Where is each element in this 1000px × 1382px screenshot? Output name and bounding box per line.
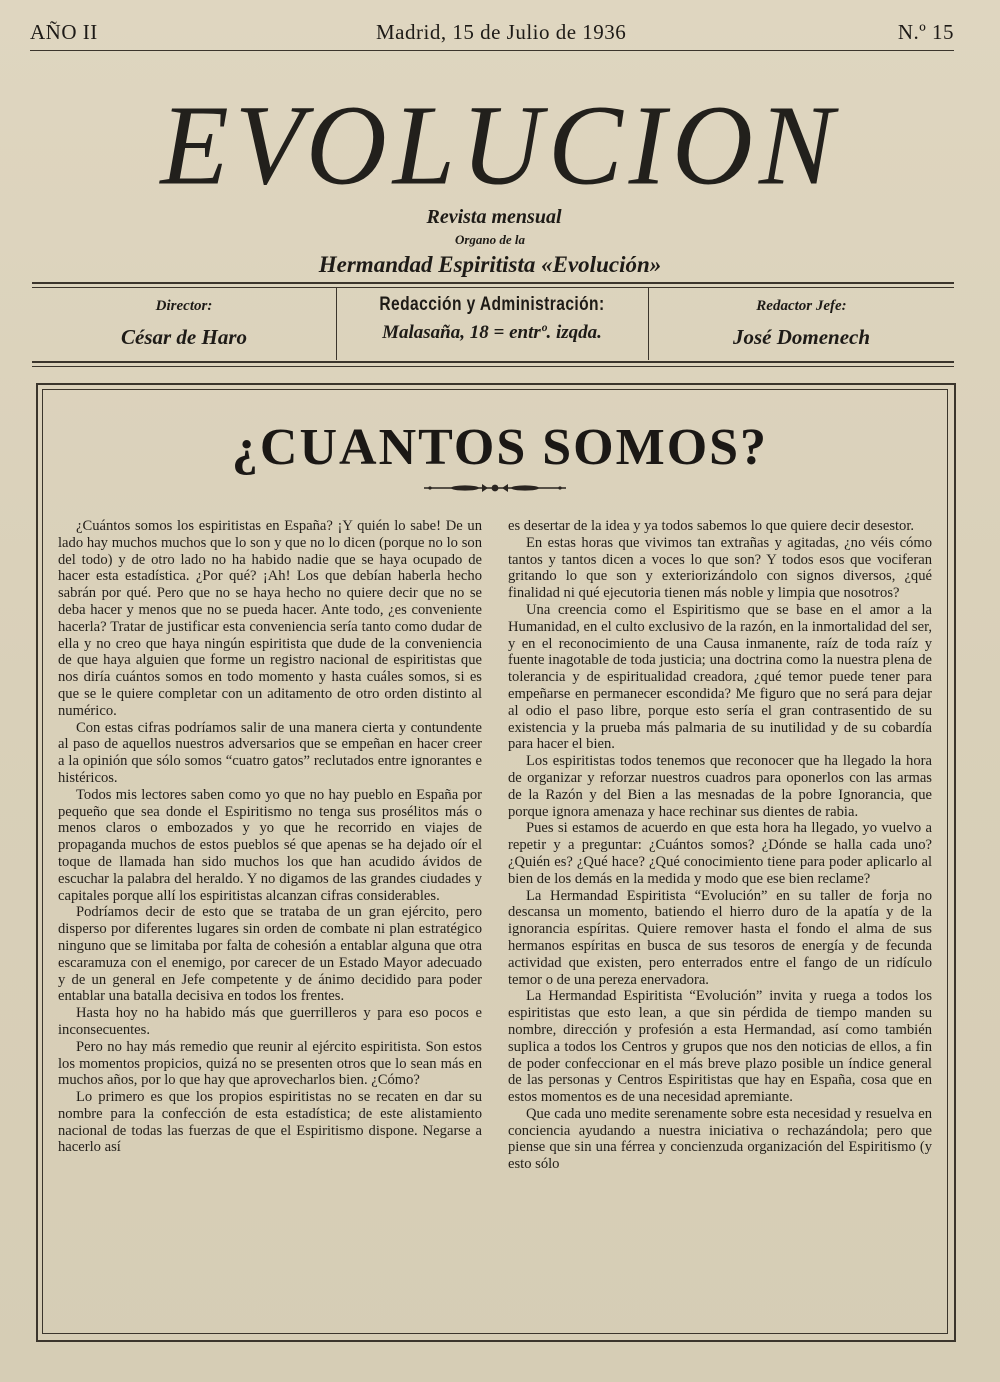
issue-year: AÑO II [30, 20, 98, 44]
paragraph: Todos mis lectores saben como yo que no hay pueblo en España por pequeño que sea donde el Espiritismo no tenga sus prosélitos más o menos claros o embozados y yo que he recorrido en viajes de propaganda muchos de estos pueblos sé que apenas se ha dejado oír el toque de llamada han sido muchos los que han acudido ávidos de escuchar la palabra del heraldo. Y no digamos de las grandes ciudades y capitales porque allí los espiritistas alcanzan cifras considerables. [58, 786, 482, 904]
issue-date: Madrid, 15 de Julio de 1936 [376, 20, 627, 44]
paragraph: Podríamos decir de esto que se trataba de un gran ejército, pero disperso por diferentes lugares sin orden de combate ni plan estratégico ninguno que se limitaba por falta de cohesión a entablar alguna que otra escaramuza con el enemigo, por carecer de un Estado Mayor adecuado y de un general en Jefe competente y de ánimo decidido para poder entablar una batalla decisiva en todos los frentes. [58, 904, 482, 1005]
info-rule-top [32, 282, 954, 284]
article-column-left [58, 518, 482, 1156]
info-rule-bottom2 [32, 366, 954, 367]
paragraph: Con estas cifras podríamos salir de una manera cierta y contundente al paso de aquellos nuestros adversarios que se empeñan en hacer creer a la opinión que sólo somos “cuatro gatos” reclutados entre ignorantes e histéricos. [58, 719, 482, 786]
article-column-right [508, 518, 932, 1173]
redaccion-label: Redacción y Administración: [379, 294, 605, 315]
director-label: Director: [155, 298, 213, 314]
article-headline: ¿CUANTOS SOMOS? [231, 419, 769, 476]
header-rule [30, 50, 954, 51]
info-rule-bottom [32, 361, 954, 363]
paragraph: Lo primero es que los propios espiritistas no se recaten en dar su nombre para la confección de esta estadística; de este alistamiento nacional de todas las fuerzas de que el Espiritismo dispone. Negarse a hacerlo así [58, 1089, 482, 1156]
paragraph: Pero no hay más remedio que reunir al ejército espiritista. Son estos los momentos propicios, quizá no se presenten otros que lo sean más en muchos años, por lo que hay que aprovecharlos bien. ¿Cómo? [58, 1038, 482, 1089]
director-block [32, 286, 336, 362]
redaccion-block [337, 286, 647, 362]
editorial-info-bar [32, 286, 954, 362]
masthead-title: EVOLUCION [160, 82, 840, 210]
paragraph: Pues si estamos de acuerdo en que esta hora ha llegado, yo vuelvo a repetir y a preguntar: ¿Cuántos somos? ¿Dónde se halla cada uno? ¿Quién es? ¿Qué hace? ¿Qué conocimiento tiene para poder aplicarlo al bien de los demás en la medida y modo que ese bien reclame? [508, 820, 932, 887]
paragraph-continued: es desertar de la idea y ya todos sabemos lo que quiere decir desestor. [508, 518, 915, 534]
paragraph: Los espiritistas todos tenemos que reconocer que ha llegado la hora de organizar y reforzar nuestros cuadros para oponerlos con las armas de la Razón y del Bien a las mesnadas de la pobre Ignorancia, que porque ignora amenaza y hace rechinar sus dientes de rabia. [508, 753, 932, 820]
paragraph: La Hermandad Espiritista “Evolución” en su taller de forja no descansa un momento, batiendo el hierro duro de la apatía y de la ignorancia espíritas. Quiere remover hasta el fondo el alma de sus hermanos espíritas en busca de sus tesoros de energía y de fecunda actividad que existen, pero enterrados entre el fango de un ridículo temor o de una pereza enervadora. [508, 887, 932, 988]
paragraph: Que cada uno medite serenamente sobre esta necesidad y resuelva en conciencia ayudando a nuestra iniciativa o rechazándola; pero que piense que sin una férrea y concienzuda organización del Espiritismo (y esto sólo [508, 1105, 932, 1173]
redactor-name: José Domenech [732, 325, 871, 349]
paragraph: Hasta hoy no ha habido más que guerrilleros y para eso pocos e inconsecuentes. [58, 1005, 482, 1038]
issue-header [30, 20, 954, 48]
paragraph: ¿Cuántos somos los espiritistas en España? ¡Y quién lo sabe! De un lado hay muchos muchos que lo son y que no lo dicen (porque no lo son del todo) y de otro lado no ha habido nadie que se haya ocupado de hacer esta estadística. ¿Por qué? ¡Ah! Los que debían haberla hecho sabrán por qué. Pero que no se haya hecho no quiere decir que no se deba hacer y menos que no se pueda hacer. Ante todo, ¿es conveniente hacerla? Tratar de justificar esta conveniencia sería tanto como dudar de ella y no creo que haya ningún espiritista que dude de la conveniencia de que haya alguien que forme un registro nacional de espiritistas que nos diría cuántos somos en todo momento y hasta cuáles somos, si es que se le quiere completar con un aditamento de otro orden distinto al numérico. [58, 518, 482, 719]
issue-number: N.º 15 [897, 20, 954, 44]
headline-ornament [420, 478, 570, 498]
director-name: César de Haro [121, 325, 247, 349]
masthead-subtitle: Revista mensual [426, 206, 562, 228]
paragraph: Una creencia como el Espiritismo que se base en el amor a la Humanidad, en el culto exclusivo de la razón, en la inmortalidad del ser, y en el reconocimiento de una Causa inmanente, raíz de toda raíz y fuente inagotable de toda justicia; una doctrina como la nuestra plena de tolerancia y de espiritualidad creadora, ¿qué temor puede tener para empeñarse en permanecer escondida? Me figuro que no será para dejar al odio el paso libre, porque esto sería el gran contrasentido de su existencia y la prueba más palmaria de su inutilidad y de su cobardía para hacer el bien. [508, 601, 932, 753]
masthead-organ: Organo de la [454, 232, 526, 247]
paragraph: En estas horas que vivimos tan extrañas y agitadas, ¿no véis cómo tantos y tantos dicen a voces lo que son? Y todos esos que vociferan gritando lo que son y exteriorizándolo con signos diversos, ¿qué finalidad ni qué ejecutoria tienen más noble y limpia que nosotros? [508, 534, 932, 602]
masthead-brotherhood: Hermandad Espiritista «Evolución» [318, 252, 662, 277]
paragraph: La Hermandad Espiritista “Evolución” invita y ruega a todos los espiritistas que esto lean, a que sin pérdida de tiempo manden su nombre, dirección y profesión a esta Hermandad, así como también suplica a todos los Centros y grupos que nos den noticias de ellos, a fin de poder confeccionar en el más breve plazo posible un índice general de las personas y Centros Espiritistas que hay en España, cosa que en estos momentos es de una necesidad apremiante. [508, 988, 932, 1106]
redactor-label: Redactor Jefe: [756, 298, 847, 314]
redaccion-address: Malasaña, 18 = entrº. izqda. [382, 322, 602, 343]
redactor-block [649, 286, 954, 362]
